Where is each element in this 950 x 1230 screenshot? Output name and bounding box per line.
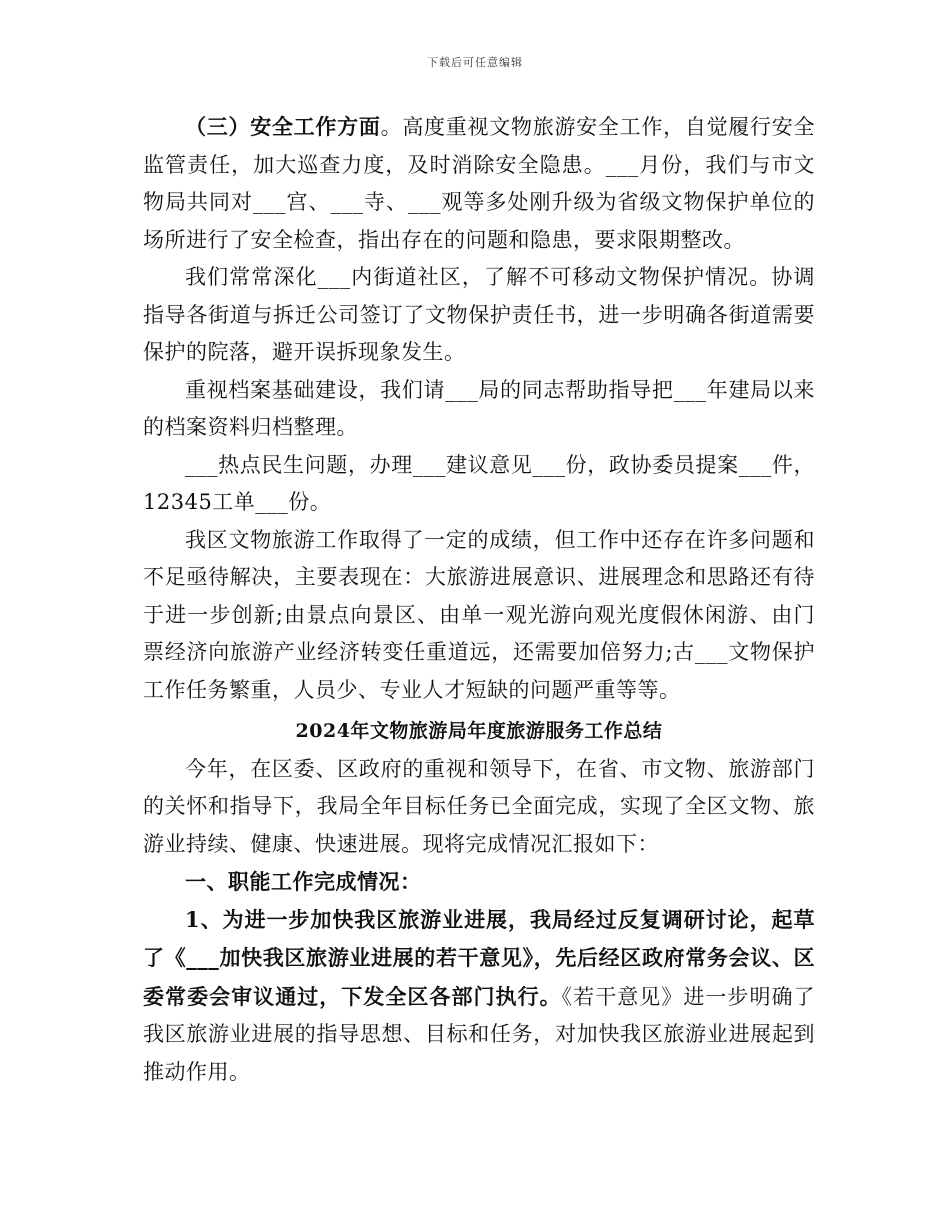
paragraph-community: 我们常常深化___内街道社区，了解不可移动文物保护情况。协调指导各街道与拆迁公司签订了文物保护责任书，进一步明确各街道需要保护的院落，避开误拆现象发生。 bbox=[143, 265, 815, 364]
paragraph-intro: 今年，在区委、区政府的重视和领导下，在省、市文物、旅游部门的关怀和指导下，我局全年目标任务已全面完成，实现了全区文物、旅游业持续、健康、快速进展。现将完成情况汇报如下： bbox=[143, 756, 815, 856]
paragraph-safety-text: 。高度重视文物旅游安全工作，自觉履行安全监管责任，加大巡查力度，及时消除安全隐患。___月份，我们与市文物局共同对___宫、___寺、___观等多处刚升级为省级文物保护单位的场所进行了安全检查，指出存在的问题和隐患，要求限期整改。 bbox=[143, 115, 816, 252]
paragraph-item-1 bbox=[143, 901, 815, 1092]
document-body bbox=[143, 108, 815, 1091]
paragraph-item-1-text: 《若干意见》进一步明确了我区旅游业进展的指导思想、目标和任务，对加快我区旅游业进展起到推动作用。 bbox=[143, 984, 816, 1084]
paragraph-livelihood: ___热点民生问题，办理___建议意见___份，政协委员提案___件，12345工单___份。 bbox=[143, 452, 815, 514]
page-header-note: 下载后可任意编辑 bbox=[427, 56, 523, 69]
paragraph-safety-lead: （三）安全工作方面 bbox=[185, 114, 381, 139]
paragraph-problems: 我区文物旅游工作取得了一定的成绩，但工作中还存在许多问题和不足亟待解决，主要表现在：大旅游进展意识、进展理念和思路还有待于进一步创新;由景点向景区、由单一观光游向观光度假休闲游、由门票经济向旅游产业经济转变任重道远，还需要加倍努力;古___文物保护工作任务繁重，人员少、专业人才短缺的问题严重等等。 bbox=[143, 527, 815, 702]
heading-functional-work: 一、职能工作完成情况： bbox=[185, 869, 422, 894]
paragraph-archives: 重视档案基础建设，我们请___局的同志帮助指导把___年建局以来的档案资料归档整理。 bbox=[143, 377, 815, 439]
paragraph-safety bbox=[143, 108, 815, 259]
section-title: 2024年文物旅游局年度旅游服务工作总结 bbox=[295, 720, 663, 742]
paragraph-item-1-bold: 1、为进一步加快我区旅游业进展，我局经过反复调研讨论，起草了《___加快我区旅游业进展的若干意见》，先后经区政府常务会议、区委常委会审议通过，下发全区各部门执行。 bbox=[143, 906, 815, 1009]
